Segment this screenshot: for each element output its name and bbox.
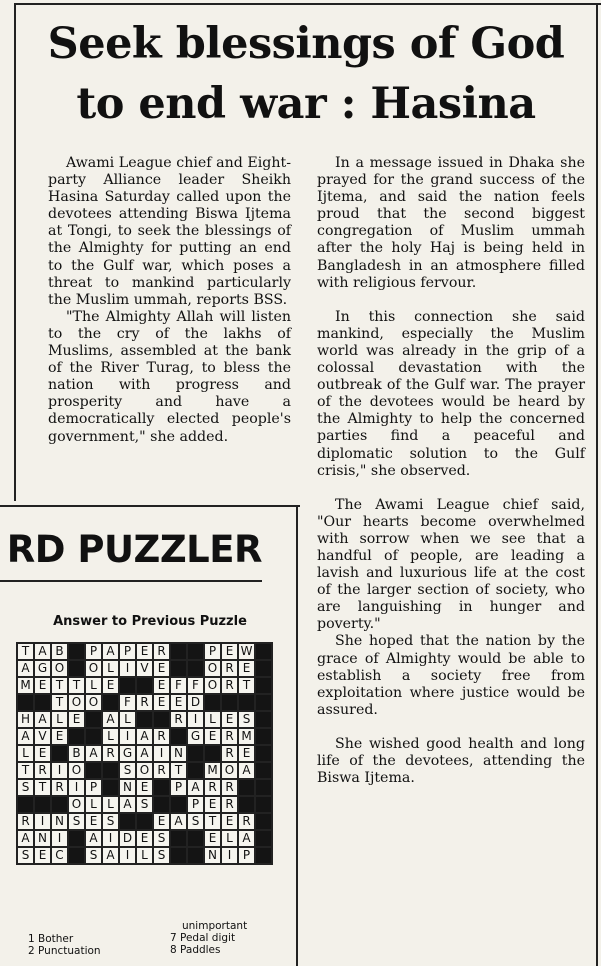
grid-block bbox=[255, 728, 272, 745]
grid-cell: R bbox=[204, 779, 221, 796]
grid-cell: V bbox=[34, 728, 51, 745]
grid-cell: E bbox=[34, 677, 51, 694]
grid-cell: A bbox=[187, 779, 204, 796]
article-paragraph: In a message issued in Dhaka she prayed for the grand success of the Ijtema, and said the nation feels proud that the second biggest congregation of Muslim ummah after the holy Haj is being held in Bangladesh in an atmosphere filled with religious fervour. bbox=[317, 155, 585, 291]
grid-cell: L bbox=[51, 711, 68, 728]
headline-line-2: to end war : Hasina bbox=[76, 79, 536, 129]
grid-cell: P bbox=[85, 779, 102, 796]
grid-cell: R bbox=[221, 796, 238, 813]
grid-cell: E bbox=[68, 711, 85, 728]
grid-cell: L bbox=[85, 677, 102, 694]
clue-item: 2 Punctuation bbox=[28, 945, 101, 957]
grid-cell: B bbox=[51, 643, 68, 660]
grid-cell: O bbox=[221, 762, 238, 779]
grid-cell: S bbox=[238, 711, 255, 728]
grid-block bbox=[255, 745, 272, 762]
grid-block bbox=[34, 694, 51, 711]
grid-block bbox=[255, 711, 272, 728]
grid-cell: E bbox=[34, 745, 51, 762]
paragraph-gap bbox=[317, 292, 585, 309]
grid-block bbox=[85, 762, 102, 779]
grid-cell: I bbox=[51, 762, 68, 779]
grid-cell: R bbox=[153, 762, 170, 779]
grid-cell: P bbox=[85, 643, 102, 660]
grid-cell: L bbox=[119, 711, 136, 728]
grid-cell: E bbox=[170, 694, 187, 711]
article-paragraph: She wished good health and long life of the devotees, attending the Biswa Ijtema. bbox=[317, 735, 585, 787]
grid-cell: V bbox=[136, 660, 153, 677]
grid-block bbox=[187, 660, 204, 677]
grid-cell: W bbox=[238, 643, 255, 660]
top-rule bbox=[14, 3, 601, 5]
grid-block bbox=[102, 694, 119, 711]
grid-cell: E bbox=[153, 694, 170, 711]
grid-cell: O bbox=[68, 796, 85, 813]
grid-cell: L bbox=[102, 728, 119, 745]
grid-cell: A bbox=[136, 728, 153, 745]
grid-cell: O bbox=[85, 694, 102, 711]
grid-cell: E bbox=[221, 813, 238, 830]
grid-cell: C bbox=[51, 847, 68, 864]
grid-cell: O bbox=[85, 660, 102, 677]
grid-cell: E bbox=[153, 660, 170, 677]
puzzler-title: RD PUZZLER bbox=[6, 528, 262, 571]
grid-block bbox=[51, 745, 68, 762]
grid-cell: R bbox=[238, 813, 255, 830]
grid-cell: R bbox=[221, 779, 238, 796]
grid-block bbox=[68, 643, 85, 660]
puzzle-box-top-rule bbox=[0, 505, 300, 507]
grid-cell: R bbox=[17, 813, 34, 830]
grid-cell: P bbox=[204, 643, 221, 660]
grid-block bbox=[153, 779, 170, 796]
grid-block bbox=[255, 779, 272, 796]
article-paragraph: "The Almighty Allah will listen to the cry of the lakhs of Muslims, assembled at the bank of the River Turag, to bless the nation with progress and prosperity and have a democratically elected people's government," she added. bbox=[48, 308, 291, 445]
grid-cell: S bbox=[153, 830, 170, 847]
grid-block bbox=[204, 745, 221, 762]
grid-cell: N bbox=[51, 813, 68, 830]
grid-block bbox=[68, 660, 85, 677]
grid-cell: E bbox=[136, 779, 153, 796]
grid-block bbox=[153, 796, 170, 813]
grid-block bbox=[51, 796, 68, 813]
grid-cell: E bbox=[85, 813, 102, 830]
grid-cell: E bbox=[153, 813, 170, 830]
grid-block bbox=[170, 796, 187, 813]
grid-cell: H bbox=[17, 711, 34, 728]
grid-block bbox=[170, 660, 187, 677]
grid-cell: D bbox=[187, 694, 204, 711]
grid-cell: I bbox=[119, 660, 136, 677]
grid-cell: S bbox=[68, 813, 85, 830]
grid-block bbox=[204, 694, 221, 711]
grid-cell: A bbox=[238, 830, 255, 847]
grid-cell: R bbox=[153, 728, 170, 745]
grid-cell: O bbox=[68, 694, 85, 711]
grid-block bbox=[119, 677, 136, 694]
grid-block bbox=[136, 711, 153, 728]
grid-cell: T bbox=[51, 677, 68, 694]
grid-cell: T bbox=[170, 762, 187, 779]
grid-cell: T bbox=[51, 694, 68, 711]
grid-cell: P bbox=[170, 779, 187, 796]
grid-block bbox=[255, 643, 272, 660]
grid-cell: A bbox=[102, 847, 119, 864]
clue-item: 8 Paddles bbox=[170, 944, 221, 956]
grid-block bbox=[68, 728, 85, 745]
grid-cell: N bbox=[34, 830, 51, 847]
grid-cell: A bbox=[17, 660, 34, 677]
grid-cell: O bbox=[136, 762, 153, 779]
grid-cell: I bbox=[153, 745, 170, 762]
grid-cell: I bbox=[102, 830, 119, 847]
grid-block bbox=[85, 711, 102, 728]
grid-cell: S bbox=[153, 847, 170, 864]
grid-cell: A bbox=[102, 643, 119, 660]
grid-cell: R bbox=[170, 711, 187, 728]
headline-line-1: Seek blessings of God bbox=[47, 19, 565, 69]
grid-cell: A bbox=[85, 830, 102, 847]
grid-cell: S bbox=[187, 813, 204, 830]
grid-cell: P bbox=[119, 643, 136, 660]
grid-block bbox=[255, 847, 272, 864]
crossword-grid bbox=[16, 642, 273, 865]
clue-item: unimportant bbox=[182, 920, 248, 932]
grid-cell: E bbox=[204, 796, 221, 813]
grid-cell: R bbox=[221, 677, 238, 694]
grid-cell: A bbox=[17, 728, 34, 745]
grid-block bbox=[102, 779, 119, 796]
grid-cell: E bbox=[51, 728, 68, 745]
grid-block bbox=[238, 694, 255, 711]
grid-block bbox=[170, 830, 187, 847]
grid-cell: E bbox=[34, 847, 51, 864]
article-paragraph: Awami League chief and Eight-party Alliance leader Sheikh Hasina Saturday called upon the devotees attending Biswa Ijtema at Tongi, to seek the blessings of the Almighty for putting an end to the Gulf war, which poses a threat to mankind particularly the Muslim ummah, reports BSS. bbox=[48, 155, 291, 308]
grid-cell: G bbox=[34, 660, 51, 677]
grid-block bbox=[136, 677, 153, 694]
grid-cell: S bbox=[136, 796, 153, 813]
grid-cell: A bbox=[238, 762, 255, 779]
grid-block bbox=[255, 694, 272, 711]
grid-cell: L bbox=[17, 745, 34, 762]
grid-block bbox=[170, 728, 187, 745]
grid-block bbox=[34, 796, 51, 813]
grid-cell: L bbox=[102, 660, 119, 677]
right-column-rule bbox=[596, 3, 598, 966]
grid-block bbox=[255, 796, 272, 813]
paragraph-gap bbox=[317, 719, 585, 736]
grid-cell: L bbox=[221, 830, 238, 847]
article-column-2 bbox=[317, 155, 585, 787]
answer-title: Answer to Previous Puzzle bbox=[53, 614, 247, 629]
grid-cell: T bbox=[204, 813, 221, 830]
grid-cell: T bbox=[17, 643, 34, 660]
grid-cell: S bbox=[119, 762, 136, 779]
grid-cell: G bbox=[187, 728, 204, 745]
grid-cell: T bbox=[68, 677, 85, 694]
grid-block bbox=[255, 660, 272, 677]
grid-cell: R bbox=[221, 745, 238, 762]
grid-cell: F bbox=[119, 694, 136, 711]
grid-cell: A bbox=[17, 830, 34, 847]
grid-cell: A bbox=[170, 813, 187, 830]
grid-cell: T bbox=[34, 779, 51, 796]
grid-block bbox=[170, 643, 187, 660]
grid-cell: E bbox=[221, 643, 238, 660]
grid-cell: A bbox=[136, 745, 153, 762]
grid-block bbox=[17, 796, 34, 813]
grid-block bbox=[187, 643, 204, 660]
grid-cell: I bbox=[51, 830, 68, 847]
grid-block bbox=[187, 847, 204, 864]
article-paragraph: The Awami League chief said, "Our hearts become overwhelmed with sorrow when we see that a handful of people, are leading a lavish and luxurious life at the cost of the larger section of society, who are languishing in hunger and poverty." bbox=[317, 496, 585, 633]
grid-cell: L bbox=[204, 711, 221, 728]
grid-cell: O bbox=[68, 762, 85, 779]
grid-cell: M bbox=[17, 677, 34, 694]
grid-cell: R bbox=[34, 762, 51, 779]
grid-cell: L bbox=[136, 847, 153, 864]
paragraph-gap bbox=[317, 480, 585, 497]
grid-cell: E bbox=[204, 830, 221, 847]
grid-block bbox=[255, 677, 272, 694]
grid-cell: I bbox=[221, 847, 238, 864]
grid-block bbox=[187, 762, 204, 779]
grid-cell: G bbox=[119, 745, 136, 762]
puzzle-box-right-rule bbox=[296, 505, 298, 966]
grid-cell: T bbox=[238, 677, 255, 694]
grid-cell: M bbox=[238, 728, 255, 745]
grid-cell: A bbox=[34, 711, 51, 728]
grid-cell: A bbox=[102, 711, 119, 728]
grid-cell: P bbox=[187, 796, 204, 813]
grid-cell: F bbox=[187, 677, 204, 694]
grid-block bbox=[119, 813, 136, 830]
grid-cell: L bbox=[102, 796, 119, 813]
grid-cell: L bbox=[85, 796, 102, 813]
grid-cell: E bbox=[238, 745, 255, 762]
grid-cell: I bbox=[68, 779, 85, 796]
grid-cell: E bbox=[136, 643, 153, 660]
grid-cell: A bbox=[85, 745, 102, 762]
grid-cell: A bbox=[119, 796, 136, 813]
grid-cell: E bbox=[221, 711, 238, 728]
grid-cell: I bbox=[34, 813, 51, 830]
puzzler-title-rule bbox=[0, 580, 262, 582]
grid-cell: O bbox=[204, 677, 221, 694]
grid-cell: O bbox=[51, 660, 68, 677]
grid-cell: O bbox=[204, 660, 221, 677]
grid-cell: S bbox=[17, 847, 34, 864]
grid-cell: D bbox=[119, 830, 136, 847]
grid-block bbox=[136, 813, 153, 830]
grid-block bbox=[17, 694, 34, 711]
grid-cell: N bbox=[119, 779, 136, 796]
grid-block bbox=[102, 762, 119, 779]
grid-block bbox=[153, 711, 170, 728]
grid-cell: E bbox=[136, 830, 153, 847]
grid-block bbox=[255, 813, 272, 830]
grid-cell: I bbox=[119, 847, 136, 864]
grid-cell: A bbox=[34, 643, 51, 660]
grid-cell: E bbox=[102, 677, 119, 694]
clue-item: 1 Bother bbox=[28, 933, 74, 945]
grid-cell: R bbox=[136, 694, 153, 711]
grid-block bbox=[187, 745, 204, 762]
grid-block bbox=[221, 694, 238, 711]
grid-cell: E bbox=[153, 677, 170, 694]
grid-block bbox=[255, 830, 272, 847]
headline bbox=[16, 14, 596, 134]
grid-cell: T bbox=[17, 762, 34, 779]
grid-cell: P bbox=[238, 847, 255, 864]
grid-cell: S bbox=[85, 847, 102, 864]
article-paragraph: In this connection she said mankind, especially the Muslim world was already in the grip of a colossal devastation with the outbreak of the Gulf war. The prayer of the devotees would be heard by the Almighty to help the concerned parties find a peaceful and diplomatic solution to the Gulf crisis," she observed. bbox=[317, 308, 585, 479]
grid-cell: S bbox=[17, 779, 34, 796]
grid-block bbox=[170, 847, 187, 864]
grid-cell: N bbox=[170, 745, 187, 762]
grid-block bbox=[68, 847, 85, 864]
grid-block bbox=[238, 779, 255, 796]
grid-block bbox=[238, 796, 255, 813]
grid-cell: R bbox=[221, 728, 238, 745]
grid-block bbox=[187, 830, 204, 847]
clue-list-right bbox=[170, 920, 247, 956]
grid-cell: R bbox=[51, 779, 68, 796]
clue-list-left bbox=[28, 933, 101, 957]
grid-cell: B bbox=[68, 745, 85, 762]
clue-item: 7 Pedal digit bbox=[170, 932, 236, 944]
article-column-1 bbox=[48, 155, 291, 446]
grid-cell: E bbox=[204, 728, 221, 745]
grid-cell: I bbox=[187, 711, 204, 728]
grid-cell: I bbox=[119, 728, 136, 745]
grid-cell: R bbox=[102, 745, 119, 762]
grid-cell: M bbox=[204, 762, 221, 779]
grid-cell: N bbox=[204, 847, 221, 864]
grid-block bbox=[68, 830, 85, 847]
article-paragraph: She hoped that the nation by the grace of Almighty would be able to establish a society free from exploitation where justice would be assured. bbox=[317, 633, 585, 718]
grid-cell: R bbox=[221, 660, 238, 677]
grid-block bbox=[85, 728, 102, 745]
grid-cell: R bbox=[153, 643, 170, 660]
grid-cell: S bbox=[102, 813, 119, 830]
grid-cell: F bbox=[170, 677, 187, 694]
grid-block bbox=[255, 762, 272, 779]
grid-cell: E bbox=[238, 660, 255, 677]
